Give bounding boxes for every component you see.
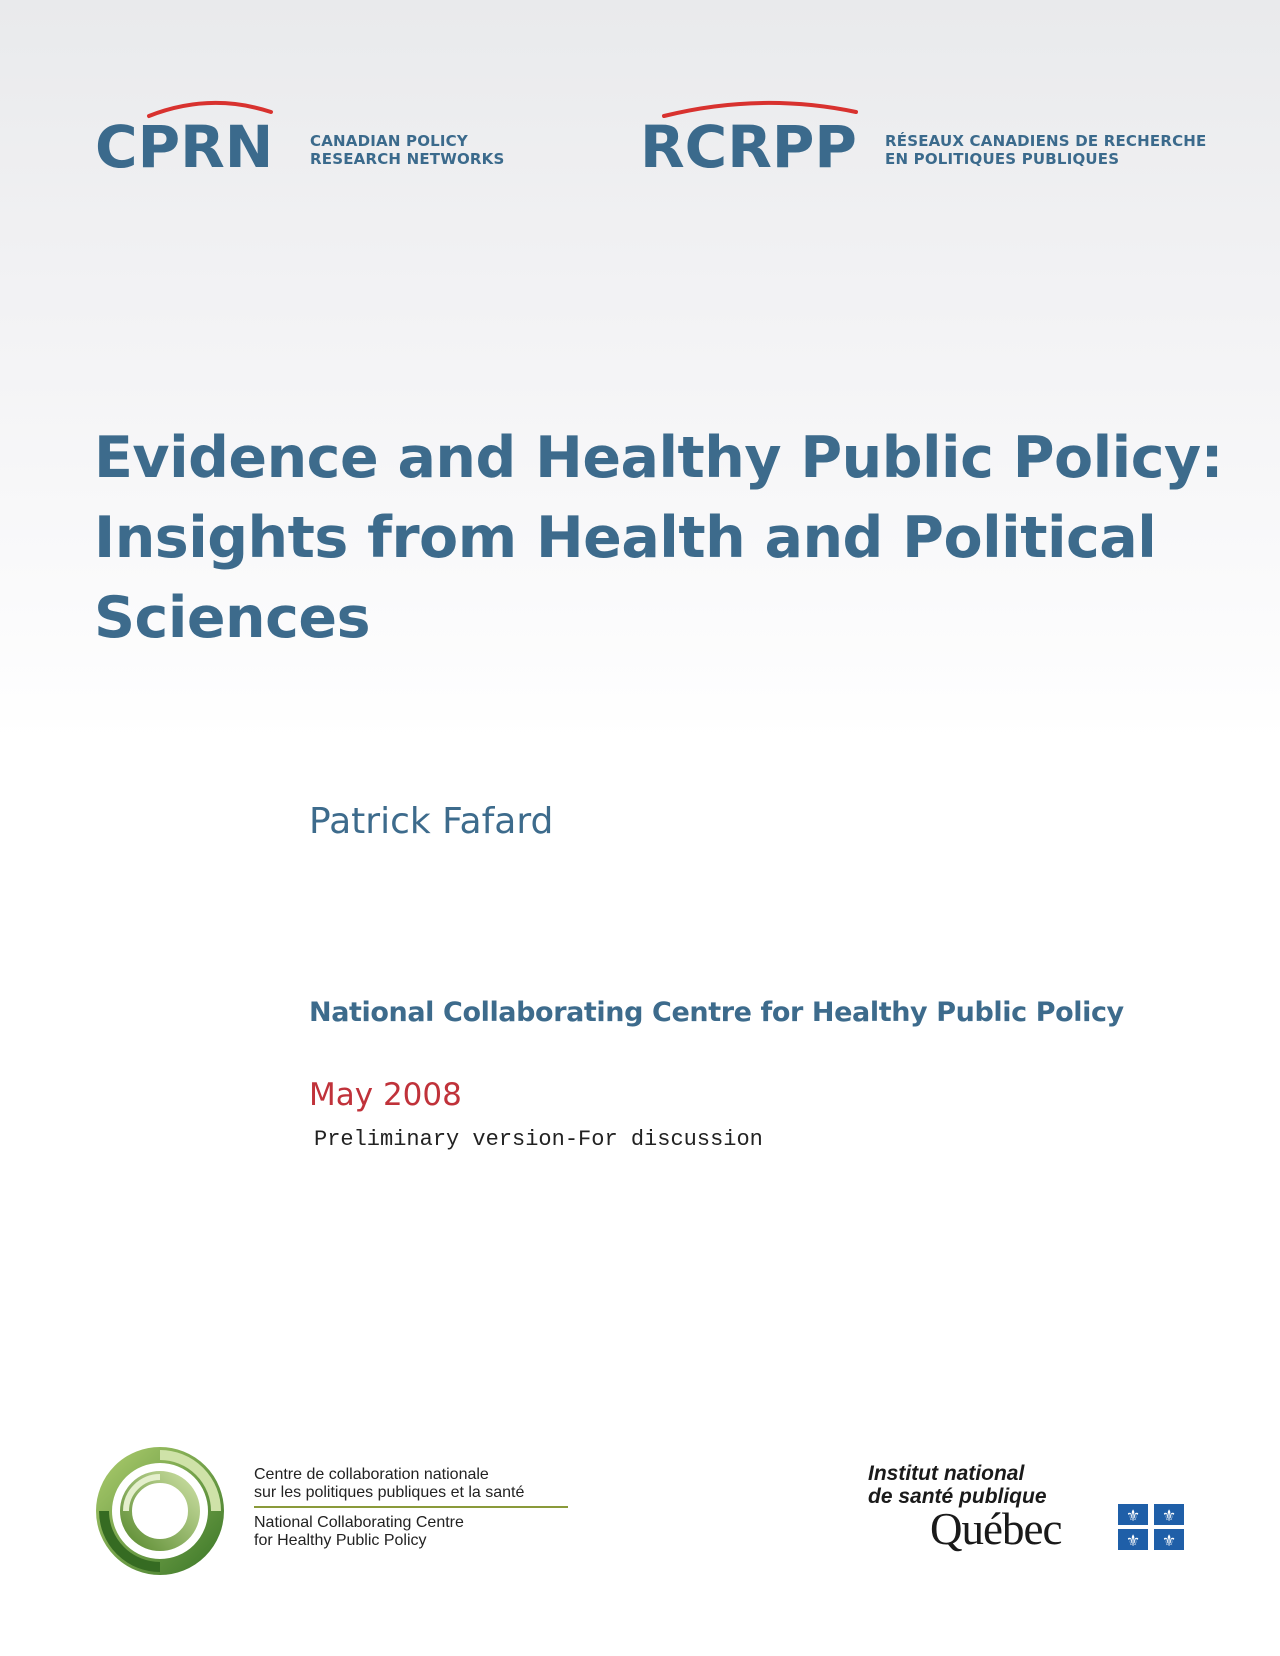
cprn-tagline-line2: RESEARCH NETWORKS — [310, 150, 505, 168]
title-line-1: Evidence and Healthy Public Policy: — [94, 425, 1223, 491]
svg-text:⚜: ⚜ — [1161, 1506, 1177, 1525]
svg-text:⚜: ⚜ — [1161, 1531, 1177, 1550]
ncchpp-swirl-icon — [95, 1446, 225, 1576]
status-note: Preliminary version-For discussion — [314, 1127, 763, 1152]
inspq-logo — [868, 1462, 1198, 1562]
ncchpp-french-line2: sur les politiques publiques et la santé — [254, 1484, 525, 1501]
rcrpp-tagline — [885, 132, 1206, 168]
cprn-tagline-line1: CANADIAN POLICY — [310, 132, 468, 150]
rcrpp-logo — [640, 100, 1207, 181]
inspq-name-line2: de santé publique — [868, 1485, 1047, 1508]
inspq-quebec-wordmark: Québec — [930, 1504, 1062, 1554]
svg-text:⚜: ⚜ — [1125, 1531, 1141, 1550]
inspq-name-line1: Institut national — [868, 1462, 1025, 1485]
quebec-flag-icon — [1116, 1502, 1186, 1552]
cprn-logo — [95, 100, 515, 180]
rcrpp-tagline-line2: EN POLITIQUES PUBLIQUES — [885, 150, 1120, 168]
ncchpp-english-line1: National Collaborating Centre — [254, 1514, 464, 1531]
ncchpp-wordmark — [254, 1466, 574, 1550]
publication-date: May 2008 — [309, 1077, 462, 1113]
author-name: Patrick Fafard — [309, 801, 554, 842]
publisher-centre: National Collaborating Centre for Healthy Public Policy — [309, 997, 1124, 1028]
cprn-wordmark: CPRN — [95, 113, 274, 181]
cprn-tagline — [310, 132, 505, 168]
rcrpp-tagline-line1: RÉSEAUX CANADIENS DE RECHERCHE — [885, 132, 1207, 150]
title-line-2: Insights from Health and Political — [94, 505, 1157, 571]
document-title — [94, 418, 1223, 658]
title-line-3: Sciences — [94, 585, 370, 651]
ncchpp-english-line2: for Healthy Public Policy — [254, 1532, 427, 1549]
ncchpp-french-line1: Centre de collaboration nationale — [254, 1466, 489, 1483]
svg-text:⚜: ⚜ — [1125, 1506, 1141, 1525]
rcrpp-wordmark: RCRPP — [640, 113, 857, 181]
inspq-name — [868, 1462, 1047, 1508]
ncchpp-divider — [254, 1506, 568, 1508]
